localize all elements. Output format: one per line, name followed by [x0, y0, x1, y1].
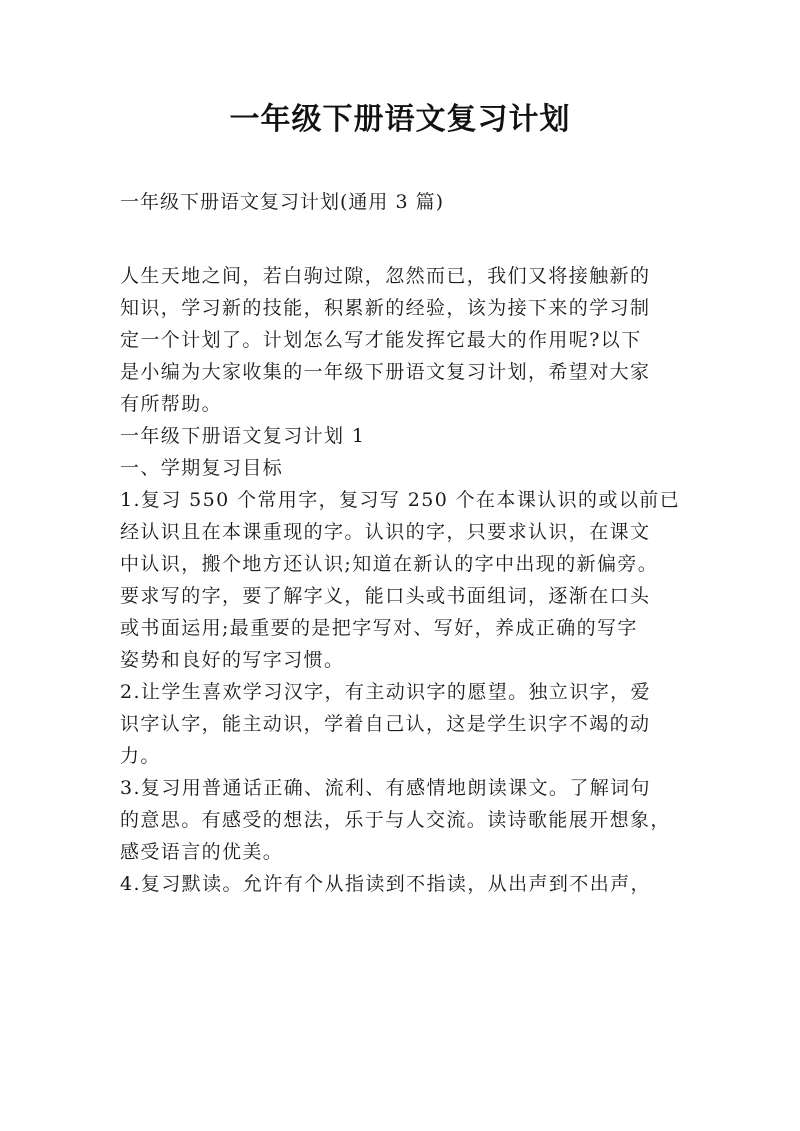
body-line: 知识，学习新的技能，积累新的经验，该为接下来的学习制	[120, 297, 651, 319]
body-line: 有所帮助。	[120, 393, 223, 415]
body-line: 识字认字，能主动识，学着自己认，这是学生识字不竭的动	[120, 713, 651, 735]
document-subtitle: 一年级下册语文复习计划(通用 3 篇)	[120, 191, 444, 213]
document-title: 一年级下册语文复习计划	[229, 102, 571, 137]
document-body	[120, 260, 682, 900]
subsection-heading: 一、学期复习目标	[120, 457, 284, 479]
body-line: 经认识且在本课重现的字。认识的字，只要求认识，在课文	[120, 521, 651, 543]
body-line: 力。	[120, 745, 161, 767]
body-line: 2.让学生喜欢学习汉字，有主动识字的愿望。独立识字，爱	[120, 681, 651, 703]
body-line: 或书面运用;最重要的是把字写对、写好，养成正确的写字	[120, 617, 638, 639]
body-line: 4.复习默读。允许有个从指读到不指读，从出声到不出声，	[120, 873, 651, 895]
body-line: 姿势和良好的写字习惯。	[120, 649, 345, 671]
body-line: 的意思。有感受的想法，乐于与人交流。读诗歌能展开想象，	[120, 809, 671, 831]
body-line: 中认识，搬个地方还认识;知道在新认的字中出现的新偏旁。	[120, 553, 659, 575]
section-heading: 一年级下册语文复习计划 1	[120, 425, 366, 447]
body-line: 是小编为大家收集的一年级下册语文复习计划，希望对大家	[120, 361, 651, 383]
body-line: 定一个计划了。计划怎么写才能发挥它最大的作用呢?以下	[120, 329, 642, 351]
body-line: 人生天地之间，若白驹过隙，忽然而已，我们又将接触新的	[120, 265, 651, 287]
body-line: 感受语言的优美。	[120, 841, 284, 863]
body-line: 要求写的字，要了解字义，能口头或书面组词，逐渐在口头	[120, 585, 651, 607]
body-line: 1.复习 550 个常用字，复习写 250 个在本课认识的或以前已	[120, 489, 681, 511]
body-line: 3.复习用普通话正确、流利、有感情地朗读课文。了解词句	[120, 777, 651, 799]
